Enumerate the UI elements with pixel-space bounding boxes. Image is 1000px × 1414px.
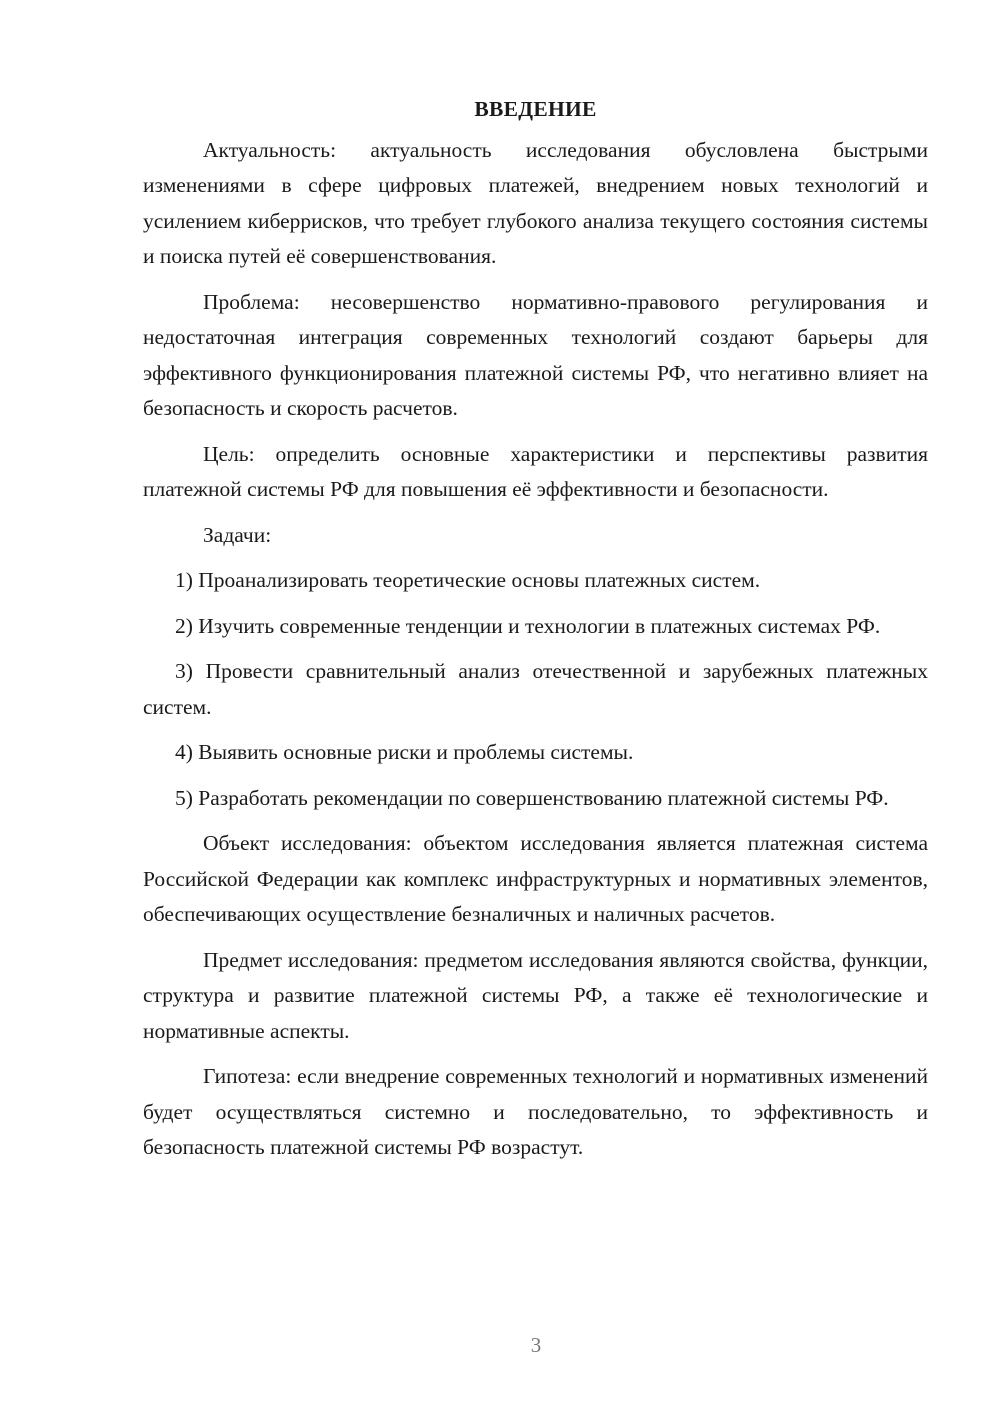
subject-paragraph: Предмет исследования: предметом исследования являются свойства, функции, структура и развитие платежной системы РФ, а также её технологические и нормативные аспекты. <box>143 947 928 1043</box>
task-item: 1) Проанализировать теоретические основы платежных систем. <box>175 568 761 592</box>
object-paragraph: Объект исследования: объектом исследования является платежная система Российской Федерации как комплекс инфраструктурных и нормативных элементов, обеспечивающих осуществление безналичных и наличных расчетов. <box>143 831 928 926</box>
task-item: 2) Изучить современные тенденции и технологии в платежных системах РФ. <box>175 613 881 638</box>
hypothesis-paragraph: Гипотеза: если внедрение современных технологий и нормативных изменений будет осуществляться системно и последовательно, то эффективность и безопасность платежной системы РФ возрастут. <box>143 1064 928 1159</box>
page-content <box>143 92 928 1176</box>
goal-paragraph: Цель: определить основные характеристики и перспективы развития платежной системы РФ для повышения её эффективности и безопасности. <box>143 441 928 501</box>
tasks-heading: Задачи: <box>203 522 272 547</box>
section-title: ВВЕДЕНИЕ <box>474 97 597 121</box>
task-item: 5) Разработать рекомендации по совершенствованию платежной системы РФ. <box>175 785 889 810</box>
relevance-paragraph: Актуальность: актуальность исследования обусловлена быстрыми изменениями в сфере цифровых платежей, внедрением новых технологий и усилением киберрисков, что требует глубокого анализа текущего состояния системы и поиска путей её совершенствования. <box>143 137 928 268</box>
page-number: 3 <box>530 1333 542 1357</box>
task-item: 4) Выявить основные риски и проблемы системы. <box>175 740 634 764</box>
problem-paragraph: Проблема: несовершенство нормативно-правового регулирования и недостаточная интеграция современных технологий создают барьеры для эффективного функционирования платежной системы РФ, что негативно влияет на безопасность и скорость расчетов. <box>143 289 928 420</box>
task-item: 3) Провести сравнительный анализ отечественной и зарубежных платежных систем. <box>143 659 928 719</box>
